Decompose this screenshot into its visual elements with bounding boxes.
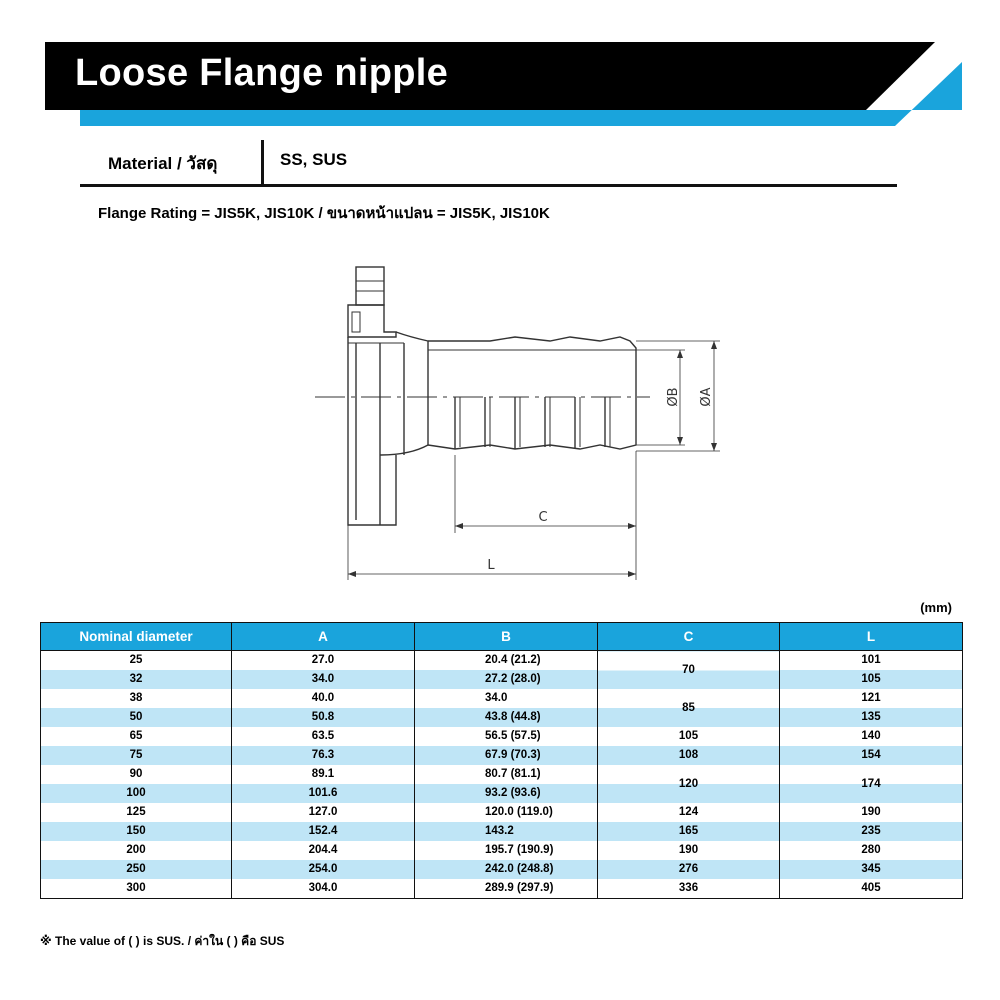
cell-a: 50.8 [232,708,415,727]
cell-c: 276 [598,860,780,879]
dim-c-label: C [538,510,548,525]
page-title: Loose Flange nipple [75,52,449,94]
material-row [80,138,897,187]
table-row [41,689,963,708]
cell-c: 105 [598,727,780,746]
cell-nominal: 90 [41,765,232,784]
table-row [41,670,963,689]
cell-a: 40.0 [232,689,415,708]
cell-b: 195.7 (190.9) [415,841,598,860]
cell-b: 93.2 (93.6) [415,784,598,803]
cell-nominal: 32 [41,670,232,689]
spec-table [40,622,963,899]
cell-l: 101 [780,651,963,671]
cell-c: 120 [598,765,780,803]
cell-l: 345 [780,860,963,879]
cell-b: 80.7 (81.1) [415,765,598,784]
table-row [41,841,963,860]
cell-a: 254.0 [232,860,415,879]
material-label: Material / วัสดุ [108,154,218,173]
cell-nominal: 300 [41,879,232,899]
table-row [41,651,963,671]
table-header-row [41,623,963,651]
nipple-collar [396,332,428,397]
flange-rating-text: Flange Rating = JIS5K, JIS10K / ขนาดหน้าแปลน = JIS5K, JIS10K [98,205,550,222]
cell-l: 135 [780,708,963,727]
dim-phi-a-label: ØA [699,387,714,407]
table-row [41,803,963,822]
cell-c: 336 [598,879,780,899]
cell-b: 120.0 (119.0) [415,803,598,822]
cell-l: 140 [780,727,963,746]
cell-nominal: 250 [41,860,232,879]
cell-b: 43.8 (44.8) [415,708,598,727]
header-nominal-diameter: Nominal diameter [41,623,232,651]
cell-l: 174 [780,765,963,803]
cell-l: 405 [780,879,963,899]
cell-b: 67.9 (70.3) [415,746,598,765]
cell-nominal: 150 [41,822,232,841]
cell-nominal: 75 [41,746,232,765]
cell-a: 152.4 [232,822,415,841]
table-row [41,746,963,765]
cell-nominal: 100 [41,784,232,803]
table-row [41,765,963,784]
nipple-technical-drawing [300,255,730,585]
dim-phi-b-label: ØB [666,387,681,407]
cell-a: 34.0 [232,670,415,689]
table-row [41,860,963,879]
cell-l: 121 [780,689,963,708]
header-c: C [598,623,780,651]
cell-l: 105 [780,670,963,689]
table-row [41,879,963,899]
cell-c: 85 [598,689,780,727]
header-b: B [415,623,598,651]
cell-l: 235 [780,822,963,841]
cell-c: 124 [598,803,780,822]
cell-b: 56.5 (57.5) [415,727,598,746]
cell-nominal: 125 [41,803,232,822]
cell-nominal: 65 [41,727,232,746]
cell-a: 204.4 [232,841,415,860]
dim-l-label: L [487,558,495,573]
cell-a: 76.3 [232,746,415,765]
cell-b: 143.2 [415,822,598,841]
table-row [41,727,963,746]
cell-l: 154 [780,746,963,765]
material-separator [261,140,264,184]
header-l: L [780,623,963,651]
cell-c: 165 [598,822,780,841]
cell-b: 34.0 [415,689,598,708]
footnote: ※ The value of ( ) is SUS. / ค่าใน ( ) คือ SUS [40,934,285,948]
cell-c: 70 [598,651,780,690]
cell-c: 108 [598,746,780,765]
cell-a: 101.6 [232,784,415,803]
cell-b: 242.0 (248.8) [415,860,598,879]
material-value: SS, SUS [280,150,348,169]
cell-a: 89.1 [232,765,415,784]
cell-b: 27.2 (28.0) [415,670,598,689]
header-a: A [232,623,415,651]
cell-b: 20.4 (21.2) [415,651,598,671]
table-row [41,822,963,841]
cell-nominal: 25 [41,651,232,671]
cell-nominal: 38 [41,689,232,708]
table-row [41,708,963,727]
cell-a: 27.0 [232,651,415,671]
cell-nominal: 50 [41,708,232,727]
unit-label: (mm) [920,600,952,615]
cell-l: 190 [780,803,963,822]
cell-a: 304.0 [232,879,415,899]
cell-a: 63.5 [232,727,415,746]
cell-c: 190 [598,841,780,860]
cell-l: 280 [780,841,963,860]
cell-nominal: 200 [41,841,232,860]
cell-b: 289.9 (297.9) [415,879,598,899]
cell-a: 127.0 [232,803,415,822]
flange-top-boss [356,267,384,305]
